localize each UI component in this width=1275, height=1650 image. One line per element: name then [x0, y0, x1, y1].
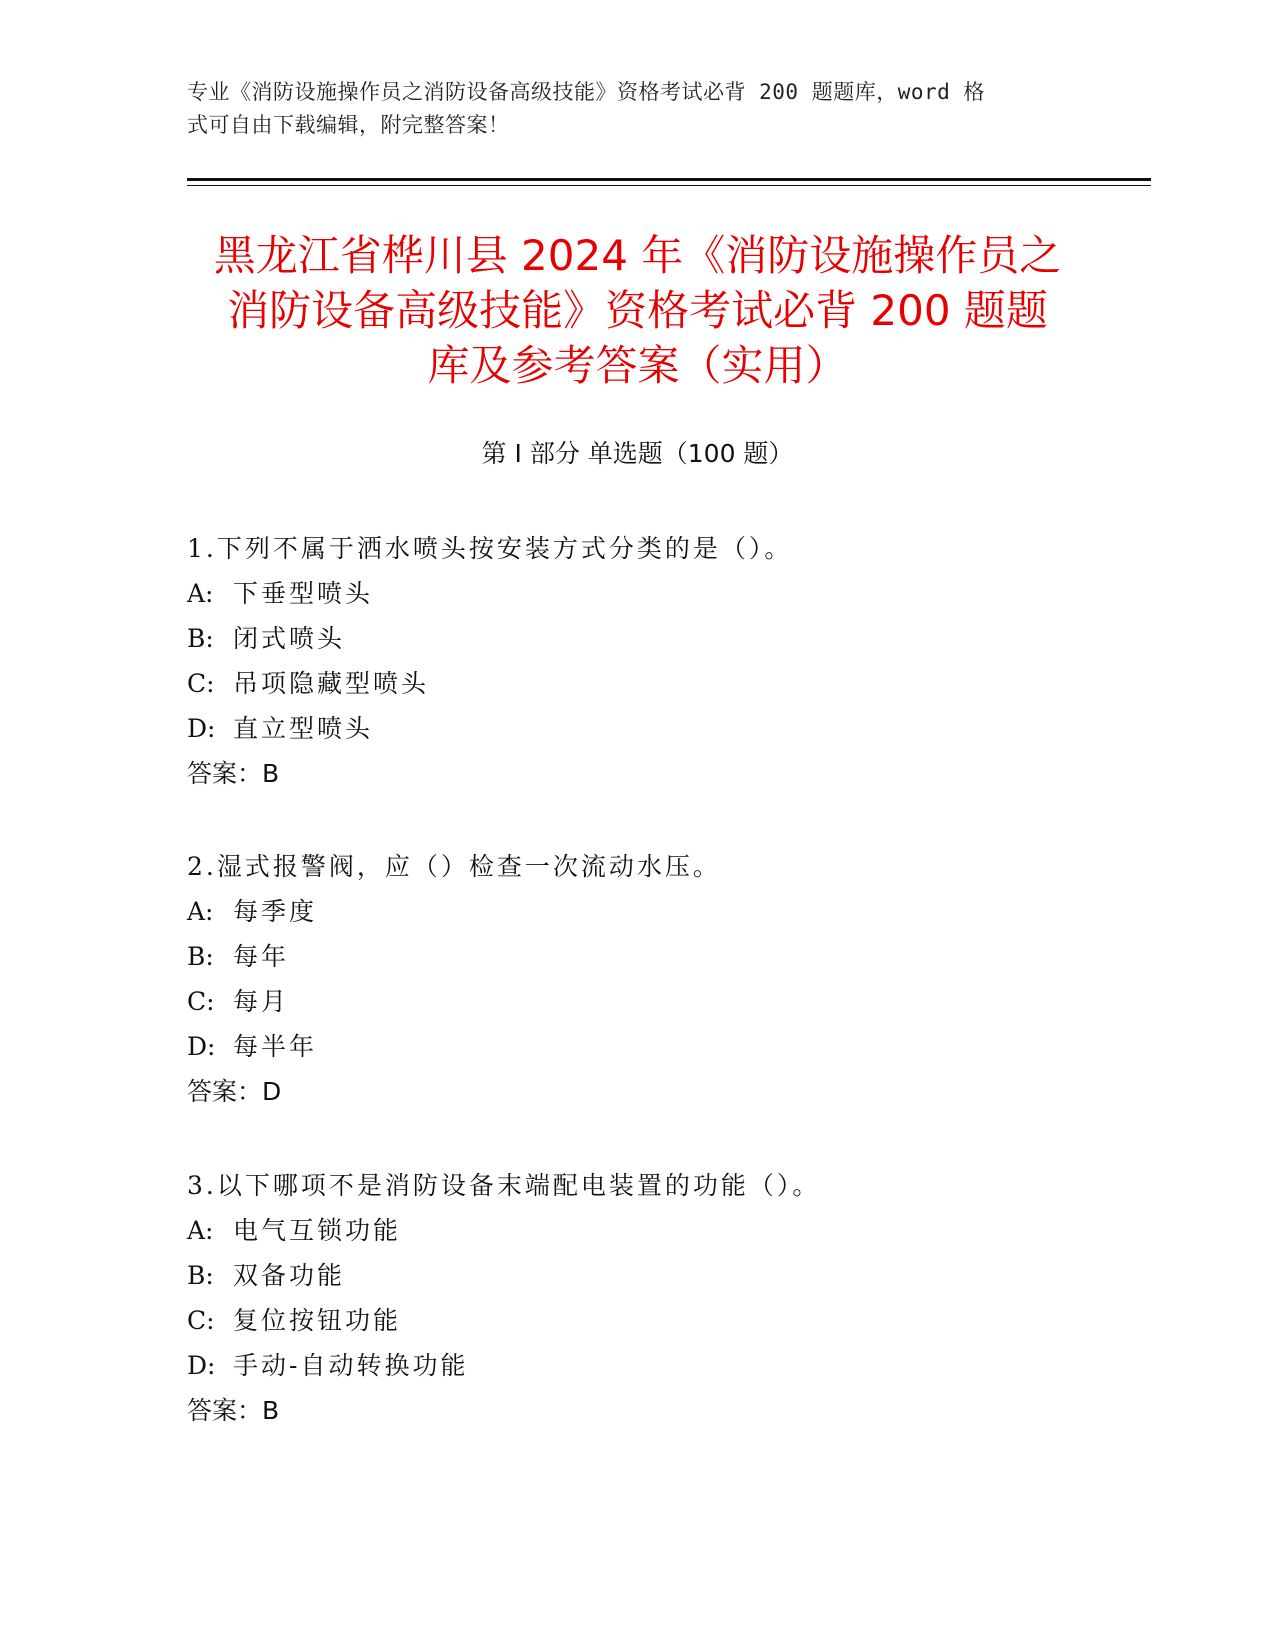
section-heading: 第 I 部分 单选题（100 题）: [481, 439, 794, 468]
option-key: D:: [187, 1032, 216, 1061]
option-c: [187, 1298, 1187, 1343]
question-3: [187, 1163, 1187, 1433]
option-key: A:: [187, 579, 214, 608]
answer-line: 答案：D: [187, 1077, 282, 1106]
document-title-line-2: 消防设备高级技能》资格考试必背 200 题题: [227, 286, 1048, 335]
option-text: 闭式喷头: [233, 624, 346, 653]
option-key: A:: [187, 897, 214, 926]
header-note-line-1: 专业《消防设施操作员之消防设备高级技能》资格考试必背 200 题题库，word 格: [187, 80, 985, 104]
option-b: [187, 616, 1187, 661]
option-text: 每季度: [233, 897, 318, 926]
option-text: 手动-自动转换功能: [233, 1351, 469, 1380]
option-key: C:: [187, 987, 215, 1016]
option-d: [187, 706, 1187, 751]
option-b: [187, 1253, 1187, 1298]
option-a: [187, 889, 1187, 934]
option-text: 双备功能: [233, 1261, 346, 1290]
option-d: [187, 1024, 1187, 1069]
option-key: B:: [187, 942, 214, 971]
header-note-line-2: 式可自由下载编辑，附完整答案！: [187, 113, 510, 137]
document-title: [150, 228, 1125, 393]
option-d: [187, 1343, 1187, 1388]
header-divider-thick: [187, 178, 1151, 181]
document-title-line-1: 黑龙江省桦川县 2024 年《消防设施操作员之: [213, 231, 1062, 280]
option-b: [187, 934, 1187, 979]
option-text: 每年: [233, 942, 290, 971]
option-text: 复位按钮功能: [233, 1306, 402, 1335]
option-key: D:: [187, 1351, 216, 1380]
option-text: 吊项隐藏型喷头: [233, 669, 430, 698]
option-text: 下垂型喷头: [233, 579, 374, 608]
option-a: [187, 1208, 1187, 1253]
question-stem: 1.下列不属于洒水喷头按安装方式分类的是（）。: [187, 534, 793, 563]
option-c: [187, 661, 1187, 706]
document-title-line-3: 库及参考答案（实用）: [427, 341, 848, 390]
option-text: 直立型喷头: [233, 714, 374, 743]
question-stem: 3.以下哪项不是消防设备末端配电装置的功能（）。: [187, 1171, 821, 1200]
question-stem: 2.湿式报警阀，应（）检查一次流动水压。: [187, 852, 721, 881]
option-key: B:: [187, 1261, 214, 1290]
option-key: C:: [187, 1306, 215, 1335]
option-key: D:: [187, 714, 216, 743]
answer-line: 答案：B: [187, 759, 280, 788]
option-a: [187, 571, 1187, 616]
option-text: 每半年: [233, 1032, 318, 1061]
header-note: [187, 76, 1087, 142]
option-key: C:: [187, 669, 215, 698]
option-c: [187, 979, 1187, 1024]
option-key: A:: [187, 1216, 214, 1245]
option-text: 每月: [233, 987, 290, 1016]
question-2: [187, 844, 1187, 1114]
answer-line: 答案：B: [187, 1396, 280, 1425]
question-1: [187, 526, 1187, 796]
option-text: 电气互锁功能: [233, 1216, 402, 1245]
option-key: B:: [187, 624, 214, 653]
header-divider-thin: [187, 185, 1151, 186]
